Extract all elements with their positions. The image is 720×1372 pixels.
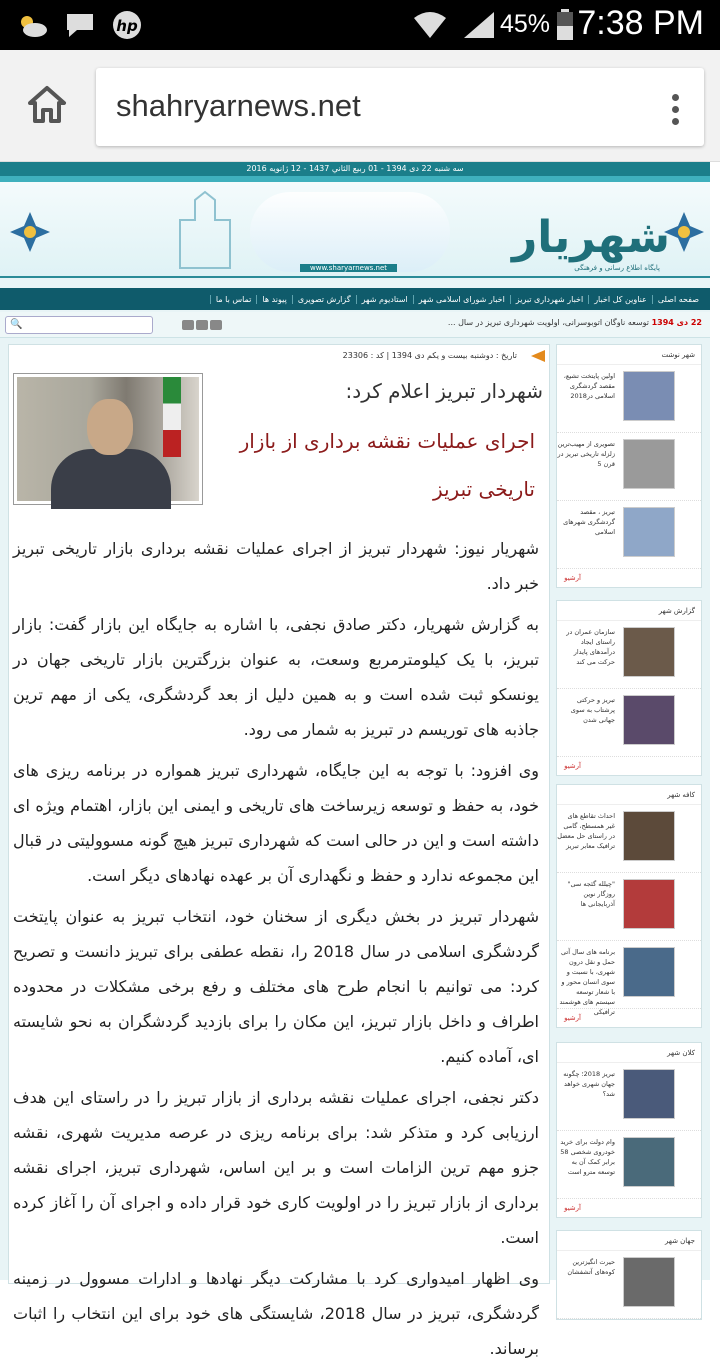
ornament-icon	[8, 210, 52, 254]
weather-icon	[14, 8, 50, 42]
banner-clouds	[250, 192, 450, 272]
news-thumbnail[interactable]	[623, 371, 675, 421]
pause-icon[interactable]	[182, 320, 194, 330]
archive-link[interactable]: آرشیو	[564, 574, 581, 582]
nav-home[interactable]: صفحه اصلی	[652, 295, 704, 304]
article-photo	[13, 373, 203, 505]
sidebar-box	[556, 1230, 702, 1320]
nav-municipality-news[interactable]: اخبار شهرداری تبریز	[510, 295, 588, 304]
sidebar-news-item[interactable]	[557, 1251, 701, 1319]
paragraph: وی اظهار امیدواری کرد با مشارکت دیگر نهادها و ادارات مسوول در زمینه گردشگری، تبریز در سال 2018، شایستگی های خود برای این انتخاب را اثبات برساند.	[13, 1269, 539, 1358]
news-caption[interactable]: تبریز ، مقصد گردشگری شهرهای اسلامی	[563, 508, 615, 536]
archive-link[interactable]: آرشیو	[564, 1014, 581, 1022]
nav-links[interactable]: پیوند ها	[256, 295, 291, 304]
web-page	[0, 162, 720, 1358]
news-thumbnail[interactable]	[623, 1257, 675, 1307]
search-icon: 🔍	[10, 319, 23, 330]
article-headline	[205, 417, 535, 513]
news-caption[interactable]: وام دولت برای خرید خودروی شخصی 58 برابر کمک آن به توسعه مترو است	[560, 1138, 615, 1176]
sidebar-news-item[interactable]	[557, 1131, 701, 1199]
nav-contact[interactable]: تماس با ما	[210, 295, 257, 304]
nav-all-news[interactable]: عناوین کل اخبار	[588, 295, 652, 304]
headline-line-2: تاریخی تبریز	[432, 477, 535, 501]
ticker-controls	[182, 320, 222, 330]
news-ticker[interactable]	[252, 318, 702, 327]
clock: 7:38 PM	[577, 4, 704, 42]
news-thumbnail[interactable]	[623, 1069, 675, 1119]
url-text: shahryarnews.net	[116, 88, 361, 123]
news-caption[interactable]: برنامه های سال آتی حمل و نقل درون شهری، با نسبت و سوی انسان محور و با شعار توسعه سیستم های هوشمند ترافیکی	[559, 948, 615, 1016]
sidebar-news-item[interactable]	[557, 689, 701, 757]
nav-stadium[interactable]: استادیوم شهر	[356, 295, 413, 304]
battery-percent: 45%	[499, 10, 550, 38]
news-thumbnail[interactable]	[623, 507, 675, 557]
sidebar-news-item[interactable]	[557, 941, 701, 1016]
news-caption[interactable]: تبریز 2018؛ چگونه جهان شهری خواهد شد؟	[563, 1070, 615, 1098]
archive-link[interactable]: آرشیو	[564, 1204, 581, 1212]
news-caption[interactable]: اولین پایتخت تشیع، مقصد گردشگری اسلامی در2018	[563, 372, 615, 400]
wifi-icon	[410, 8, 450, 42]
news-caption[interactable]: تبریز و حرکتی پرشتاب به سوی جهانی شدن	[570, 696, 615, 724]
sidebar-news-item[interactable]	[557, 805, 701, 873]
news-caption[interactable]: تصویری از مهیب‌ترین زلزله تاریخی تبریز در قرن 5	[557, 440, 615, 468]
nav-photo-report[interactable]: گزارش تصویری	[292, 295, 356, 304]
archive-link[interactable]: آرشیو	[564, 762, 581, 770]
news-caption[interactable]: حیرت انگیزترین کوه‌های آتشفشان	[567, 1258, 615, 1276]
arrow-icon	[531, 350, 545, 362]
sidebar-box-title: گزارش شهر	[557, 601, 701, 621]
signal-icon	[460, 8, 498, 42]
sidebar-box-title: کافه شهر	[557, 785, 701, 805]
news-caption[interactable]: احداث تقاطع های غیر همسطح، گامی در راستای حل معضل ترافیک معابر تبریز	[557, 812, 615, 850]
news-thumbnail[interactable]	[623, 627, 675, 677]
hp-icon	[110, 8, 144, 42]
sidebar-news-item[interactable]	[557, 621, 701, 689]
sidebar-news-item[interactable]	[557, 501, 701, 569]
overflow-menu-icon[interactable]	[660, 90, 690, 130]
news-thumbnail[interactable]	[623, 879, 675, 929]
news-thumbnail[interactable]	[623, 439, 675, 489]
battery-icon	[554, 8, 576, 42]
headline-line-1: اجرای عملیات نقشه برداری از بازار	[239, 429, 535, 453]
news-thumbnail[interactable]	[623, 811, 675, 861]
date-line: سه شنبه 22 دی 1394 - 01 ربيع الثاني 1437 - 12 ژانويه 2016	[246, 164, 464, 173]
home-icon[interactable]	[24, 82, 70, 128]
address-bar[interactable]	[96, 68, 704, 146]
sidebar-box	[556, 600, 702, 776]
article-body	[13, 531, 539, 1372]
article-panel	[8, 344, 550, 1358]
messenger-icon	[62, 8, 98, 42]
news-thumbnail[interactable]	[623, 1137, 675, 1187]
sidebar-box-title: جهان شهر	[557, 1231, 701, 1251]
search-input[interactable]	[5, 316, 153, 334]
paragraph: دکتر نجفی، اجرای عملیات نقشه برداری از بازار تبریز را در راستای این هدف ارزیابی کرد و متذکر شد: برای برنامه ریزی در عرصه مدیریت شهری، نقشه جزو مهم ترین الزامات است و بر این اساس، شهرداری تبریز، اجرای نقشه برداری از بازار تبریز را در اولویت کاری خود قرار داده و اجرای آن را آغاز کرده است.	[13, 1088, 539, 1247]
logo-subtitle: پایگاه اطلاع رسانی و فرهنگی	[574, 264, 660, 272]
sidebar-news-item[interactable]	[557, 1063, 701, 1131]
status-bar	[0, 0, 720, 50]
paragraph: به گزارش شهریار، دکتر صادق نجفی، با اشاره به جایگاه این بازار گفت: بازار تبریز، با یک کیلومترمربع وسعت، به عنوان بزرگترین بازار تاریخی جهان در یونسکو ثبت شده است و به همین دلیل از بعد گردشگری، یکی از مهم ترین جاذبه های توریسم در تبریز به شمار می رود.	[13, 615, 539, 739]
paragraph: شهریار نیوز: شهردار تبریز از اجرای عملیات نقشه برداری بازار تاریخی تبریز خبر داد.	[13, 539, 539, 593]
article-subhead: شهردار تبریز اعلام کرد:	[345, 379, 543, 403]
building-icon	[170, 190, 240, 270]
paragraph: وی افزود: با توجه به این جایگاه، شهرداری تبریز همواره در برنامه ریزی های خود، به حفظ و توسعه زیرساخت های تاریخی و ایمنی این بازار، اهتمام ویژه ای داشته است و این در حالی است که شهرداری تبریز هیچ گونه مسوولیتی در قبال این مجموعه ندارد و حفظ و نگهداری آن بر عهده نهادهای دیگر است.	[13, 761, 539, 885]
news-caption[interactable]: سازمان عمران در راستای ایجاد درآمدهای پایدار حرکت می کند	[566, 628, 615, 666]
sidebar-news-item[interactable]	[557, 365, 701, 433]
nav-council-news[interactable]: اخبار شورای اسلامی شهر	[413, 295, 510, 304]
paragraph: شهردار تبریز در بخش دیگری از سخنان خود، انتخاب تبریز به عنوان پایتخت گردشگری اسلامی در سال 2018 را، نقطه عطفی برای تبریز دانست و تصریح کرد: می توانیم با انجام طرح های مختلف و رفع برخی مشکلات در محدوده اطراف و داخل بازار تبریز، این مکان را برای بازدید گردشگران به نحو شایسته ای، آماده کنیم.	[13, 907, 540, 1066]
svg-text:hp: hp	[116, 17, 138, 35]
ticker-date: 22 دی 1394	[651, 318, 702, 327]
ticker-text: توسعه ناوگان اتوبوسرانی، اولویت شهرداری تبریز در سال ...	[447, 318, 650, 327]
prev-icon[interactable]	[196, 320, 208, 330]
sidebar-box	[556, 344, 702, 588]
article-meta: تاریخ : دوشنبه بیست و یکم دی 1394 | کد : 23306	[342, 351, 517, 360]
next-icon[interactable]	[210, 320, 222, 330]
sidebar-news-item[interactable]	[557, 873, 701, 941]
news-thumbnail[interactable]	[623, 947, 675, 997]
main-nav	[0, 288, 710, 310]
sidebar-box	[556, 1042, 702, 1218]
page-edge	[710, 162, 720, 1280]
banner-url: www.sharyarnews.net	[300, 264, 397, 272]
sidebar-box-title: شهر نوشت	[557, 345, 701, 365]
news-caption[interactable]: "چیلله گئجه سی" روزگار نوین آذربایجانی ها	[567, 880, 615, 908]
browser-toolbar	[0, 50, 720, 162]
sidebar-box	[556, 784, 702, 1028]
sidebar-box-title: کلان شهر	[557, 1043, 701, 1063]
sidebar-news-item[interactable]	[557, 433, 701, 501]
ticker-bar	[0, 312, 710, 338]
site-logo[interactable]: شهریار	[511, 212, 670, 263]
news-thumbnail[interactable]	[623, 695, 675, 745]
